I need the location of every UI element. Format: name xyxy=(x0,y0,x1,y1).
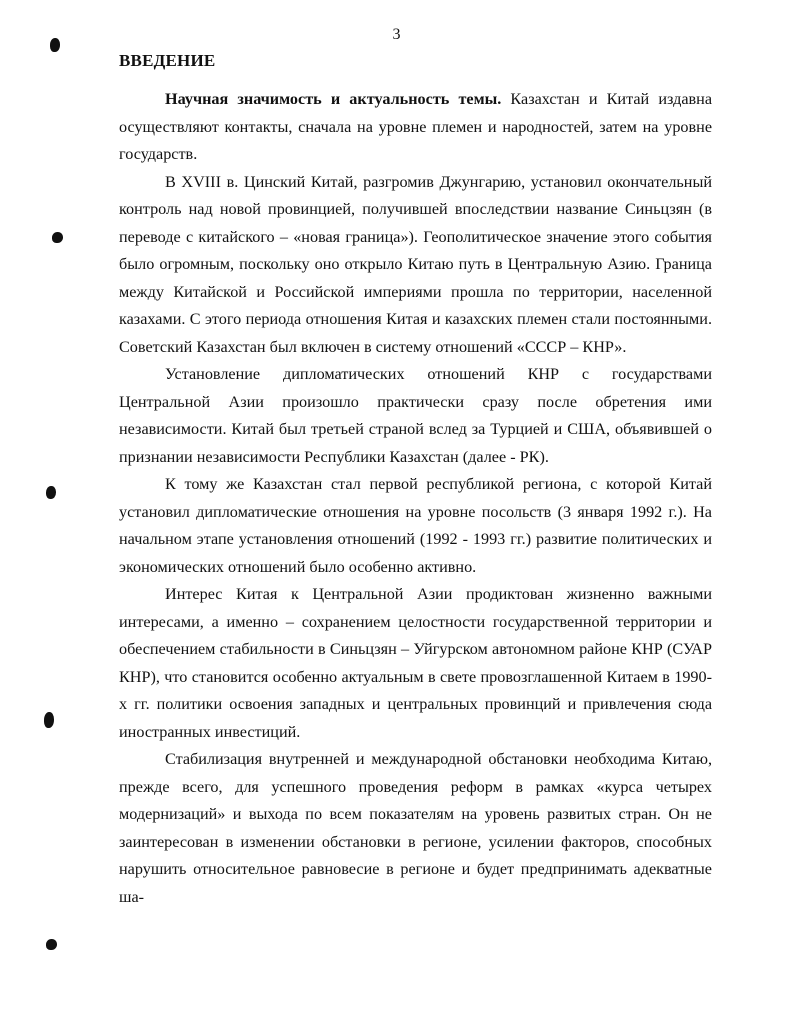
paragraph xyxy=(119,169,712,362)
paragraph-text: Казахстан и Китай издавна осуществляют контакты, сначала на уровне племен и народностей, затем на уровне государств. xyxy=(119,90,713,163)
body-text xyxy=(119,86,712,911)
paragraph xyxy=(119,581,712,746)
paragraph-text: Интерес Китая к Центральной Азии продиктован жизненно важными интересами, а именно – сохранением целостности государственной территории и обеспечением стабильности в Синьцзян – Уйгурском автономном районе КНР (СУАР КНР), что становится особенно актуальным в свете провозглашенной Китаем в 1990-х гг. политики освоения западных и центральных провинций и привлечения сюда иностранных инвестиций. xyxy=(119,585,712,741)
paragraph-text: Установление дипломатических отношений КНР с государствами Центральной Азии произошло практически сразу после обретения ими независимости. Китай был третьей страной вслед за Турцией и США, объявившей о признании независимости Республики Казахстан (далее - РК). xyxy=(119,365,712,466)
punch-hole-mark xyxy=(46,939,57,950)
paragraph-text: Стабилизация внутренней и международной обстановки необходима Китаю, прежде всего, для успешного проведения реформ в рамках «курса четырех модернизаций» и выхода по всем показателям на уровень развитых стран. Он не заинтересован в изменении обстановки в регионе, усилении факторов, способных нарушить относительное равновесие в регионе и будет предпринимать адекватные ша- xyxy=(119,750,712,906)
paragraph xyxy=(119,471,712,581)
page-number: 3 xyxy=(392,26,401,43)
paragraph xyxy=(119,86,712,169)
punch-hole-mark xyxy=(46,486,56,499)
paragraph-text: В XVIII в. Цинский Китай, разгромив Джунгарию, установил окончательный контроль над новой провинцией, получившей впоследствии название Синьцзян (в переводе с китайского – «новая граница»). Геополитическое значение этого события было огромным, поскольку оно открыло Китаю путь в Центральную Азию. Граница между Китайской и Российской империями прошла по территории, населенной казахами. С этого периода отношения Китая и казахских племен стали постоянными. Советский Казахстан был включен в систему отношений «СССР – КНР». xyxy=(119,172,712,356)
punch-hole-mark xyxy=(52,232,63,243)
punch-hole-mark xyxy=(44,712,54,728)
paragraph xyxy=(119,746,712,911)
paragraph xyxy=(119,361,712,471)
paragraph-text: К тому же Казахстан стал первой республикой региона, с которой Китай установил дипломатические отношения на уровне посольств (3 января 1992 г.). На начальном этапе установления отношений (1992 - 1993 гг.) развитие политических и экономических отношений было особенно активно. xyxy=(119,475,712,576)
section-heading: ВВЕДЕНИЕ xyxy=(119,51,216,70)
paragraph-lead: Научная значимость и актуальность темы. xyxy=(165,90,502,108)
